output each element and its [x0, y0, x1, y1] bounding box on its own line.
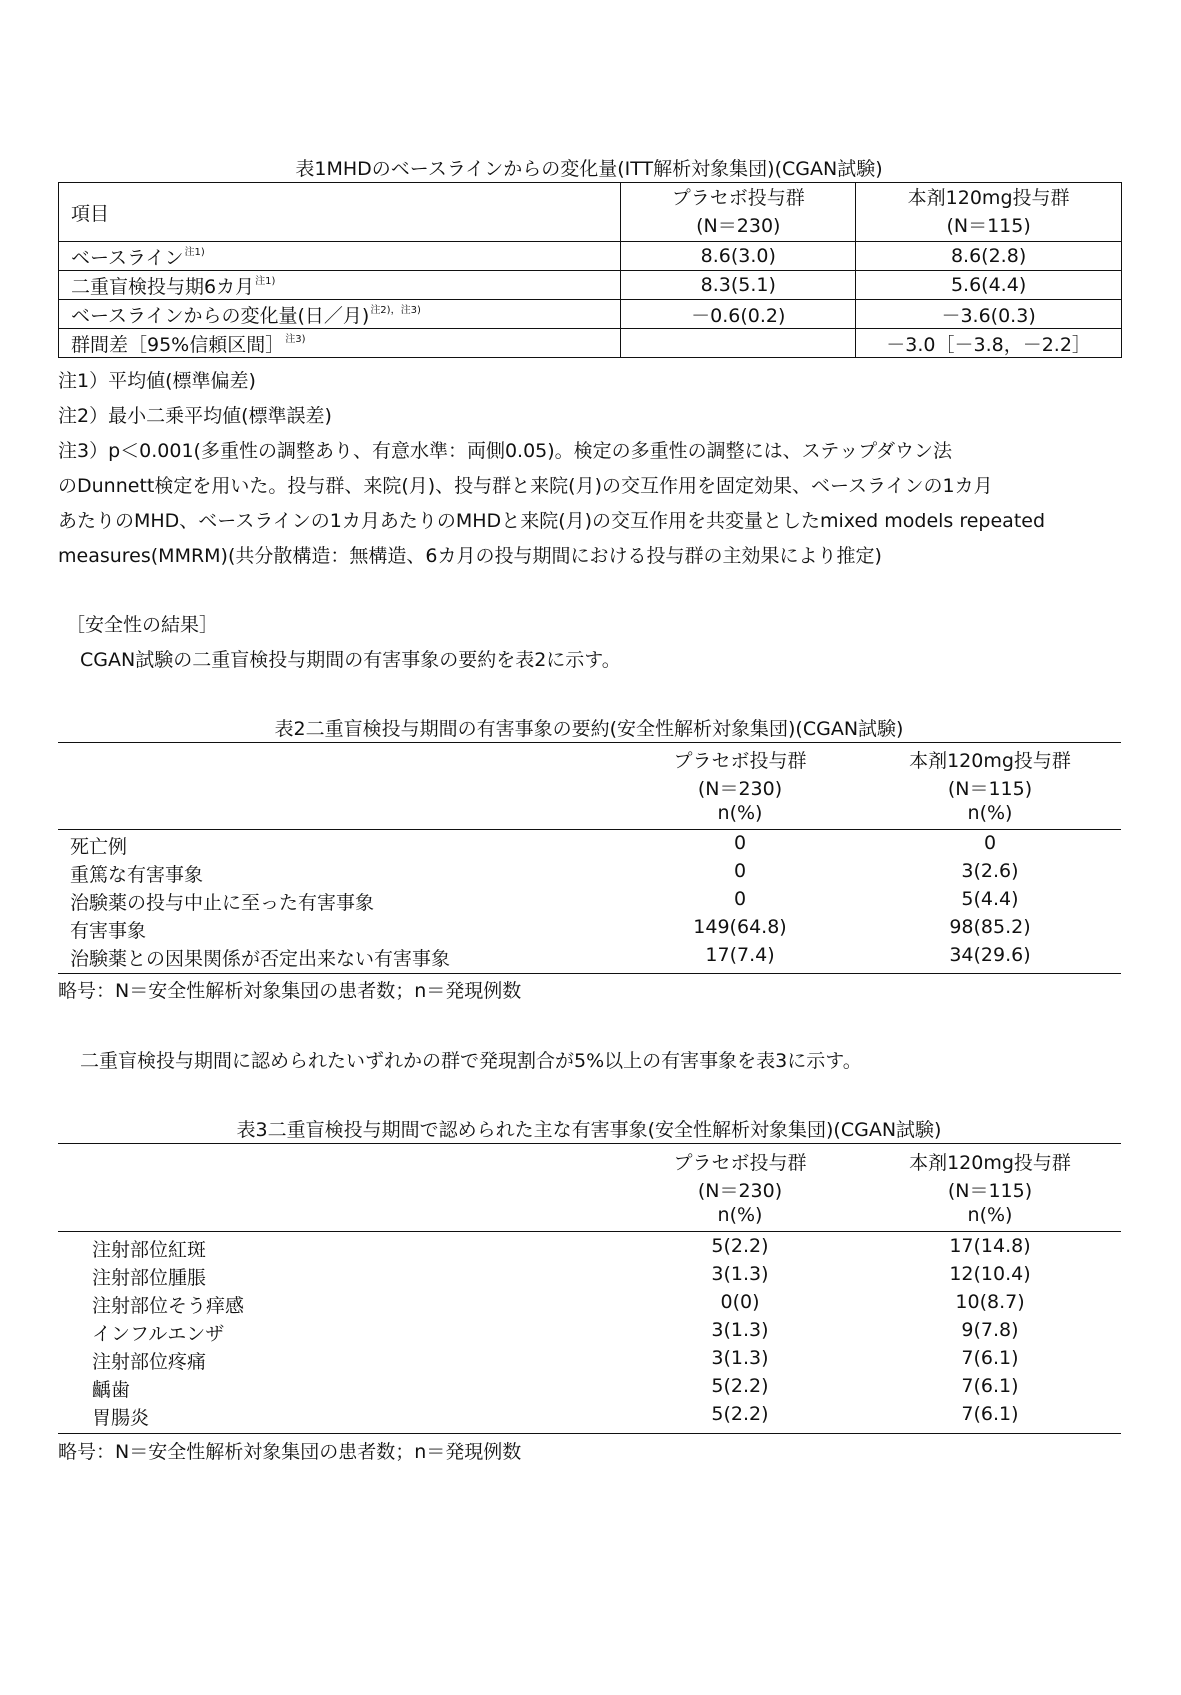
row-label: 注射部位腫脹 [92, 1267, 207, 1289]
row-label: 有害事象 [70, 920, 147, 942]
placebo-value: 0(0) [720, 1291, 760, 1313]
row-label: 群間差［95%信頼区間］$^{注3)}$ [59, 329, 621, 358]
table1-header-placebo [621, 183, 856, 242]
table2-bottom-rule [58, 973, 1121, 974]
table1-note-3-cont: のDunnett検定を用いた。投与群、来院(月)、投与群と来院(月)の交互作用を固定効果、ベースラインの1カ月 [58, 475, 993, 497]
table1-header-row [59, 183, 1122, 242]
table3-caption: 表3二重盲検投与期間で認められた主な有害事象(安全性解析対象集団)(CGAN試験) [236, 1119, 942, 1141]
placebo-value: 0 [733, 832, 747, 854]
table3-bottom-rule [58, 1433, 1121, 1434]
table1-header-drug-n: (N＝115) [946, 215, 1031, 237]
safety-heading: ［安全性の結果］ [66, 614, 219, 636]
table1-note-3: 注3）p＜0.001(多重性の調整あり、有意水準：両側0.05)。検定の多重性の調整には、ステップダウン法 [58, 440, 952, 462]
table2-top-rule [58, 742, 1121, 743]
table1 [58, 182, 1122, 358]
placebo-value: 5(2.2) [711, 1375, 769, 1397]
drug-value: －3.6(0.3) [856, 300, 1122, 329]
table2-header-drug-unit: n(%) [967, 802, 1013, 824]
table-row [59, 242, 1122, 271]
table3-header-placebo: プラセボ投与群 [673, 1152, 807, 1174]
table1-header-drug [856, 183, 1122, 242]
row-label: 治験薬との因果関係が否定出来ない有害事象 [70, 948, 451, 970]
table1-note-2: 注2）最小二乗平均値(標準誤差) [58, 405, 332, 427]
placebo-value: 0 [733, 860, 747, 882]
drug-value: 7(6.1) [961, 1375, 1019, 1397]
table2-header-drug-n: (N＝115) [947, 778, 1033, 800]
drug-value: 0 [983, 832, 997, 854]
row-label: 治験薬の投与中止に至った有害事象 [70, 892, 375, 914]
row-label: ベースライン$^{注1)}$ [59, 242, 621, 271]
row-label: 齲歯 [92, 1379, 131, 1401]
drug-value: －3.0［－3.8，－2.2］ [856, 329, 1122, 358]
row-label: 注射部位紅斑 [92, 1239, 207, 1261]
row-label: 注射部位疼痛 [92, 1351, 207, 1373]
table-row [59, 271, 1122, 300]
table3-header-drug: 本剤120mg投与群 [909, 1152, 1071, 1174]
table1-caption: 表1MHDのベースラインからの変化量(ITT解析対象集団)(CGAN試験) [295, 158, 883, 180]
table2-footnote: 略号：N＝安全性解析対象集団の患者数；n＝発現例数 [58, 980, 522, 1002]
table3-header-placebo-n: (N＝230) [697, 1180, 783, 1202]
drug-value: 7(6.1) [961, 1403, 1019, 1425]
placebo-value: 3(1.3) [711, 1347, 769, 1369]
row-label: ベースラインからの変化量(日／月)$^{注2),注3)}$ [59, 300, 621, 329]
drug-value: 98(85.2) [949, 916, 1031, 938]
drug-value: 10(8.7) [955, 1291, 1025, 1313]
table3-top-rule [58, 1143, 1121, 1144]
placebo-value: 8.6(3.0) [621, 242, 856, 271]
safety-intro: CGAN試験の二重盲検投与期間の有害事象の要約を表2に示す。 [80, 649, 621, 671]
placebo-value: 5(2.2) [711, 1235, 769, 1257]
placebo-value [621, 329, 856, 358]
drug-value: 7(6.1) [961, 1347, 1019, 1369]
table1-note-3-cont: measures(MMRM)(共分散構造：無構造、6カ月の投与期間における投与群の主効果により推定) [58, 545, 882, 567]
placebo-value: 3(1.3) [711, 1319, 769, 1341]
table2-caption: 表2二重盲検投与期間の有害事象の要約(安全性解析対象集団)(CGAN試験) [274, 718, 904, 740]
drug-value: 3(2.6) [961, 860, 1019, 882]
table2-header-placebo-n: (N＝230) [697, 778, 783, 800]
row-label: 注射部位そう痒感 [92, 1295, 245, 1317]
table-row [59, 329, 1122, 358]
placebo-value: 3(1.3) [711, 1263, 769, 1285]
table2-header-drug: 本剤120mg投与群 [909, 750, 1071, 772]
table-row [59, 300, 1122, 329]
placebo-value: 17(7.4) [705, 944, 775, 966]
drug-value: 8.6(2.8) [856, 242, 1122, 271]
table3-header-placebo-unit: n(%) [717, 1204, 763, 1226]
placebo-value: 149(64.8) [693, 916, 787, 938]
row-label: 二重盲検投与期6カ月$^{注1)}$ [59, 271, 621, 300]
placebo-value: 0 [733, 888, 747, 910]
drug-value: 12(10.4) [949, 1263, 1031, 1285]
table3-footnote: 略号：N＝安全性解析対象集団の患者数；n＝発現例数 [58, 1441, 522, 1463]
drug-value: 5(4.4) [961, 888, 1019, 910]
table3-header-drug-unit: n(%) [967, 1204, 1013, 1226]
table1-header-placebo-n: (N＝230) [696, 215, 781, 237]
row-label: 重篤な有害事象 [70, 864, 204, 886]
placebo-value: －0.6(0.2) [621, 300, 856, 329]
table1-header-placebo-label: プラセボ投与群 [671, 187, 805, 209]
table1-note-3-cont: あたりのMHD、ベースラインの1カ月あたりのMHDと来院(月)の交互作用を共変量としたmixed models repeated [58, 510, 1046, 532]
placebo-value: 5(2.2) [711, 1403, 769, 1425]
row-label: 胃腸炎 [92, 1407, 150, 1429]
drug-value: 9(7.8) [961, 1319, 1019, 1341]
table2-header-placebo: プラセボ投与群 [673, 750, 807, 772]
table3-intro: 二重盲検投与期間に認められたいずれかの群で発現割合が5%以上の有害事象を表3に示す。 [80, 1050, 862, 1072]
table3-header-rule [58, 1231, 1121, 1232]
placebo-value: 8.3(5.1) [621, 271, 856, 300]
row-label: インフルエンザ [92, 1323, 225, 1345]
table3-header-drug-n: (N＝115) [947, 1180, 1033, 1202]
table2-header-placebo-unit: n(%) [717, 802, 763, 824]
table2-header-rule [58, 829, 1121, 830]
row-label: 死亡例 [70, 836, 128, 858]
drug-value: 5.6(4.4) [856, 271, 1122, 300]
drug-value: 17(14.8) [949, 1235, 1031, 1257]
table1-header-drug-label: 本剤120mg投与群 [907, 187, 1070, 209]
drug-value: 34(29.6) [949, 944, 1031, 966]
table1-note-1: 注1）平均値(標準偏差) [58, 370, 256, 392]
table1-header-item: 項目 [59, 183, 621, 242]
